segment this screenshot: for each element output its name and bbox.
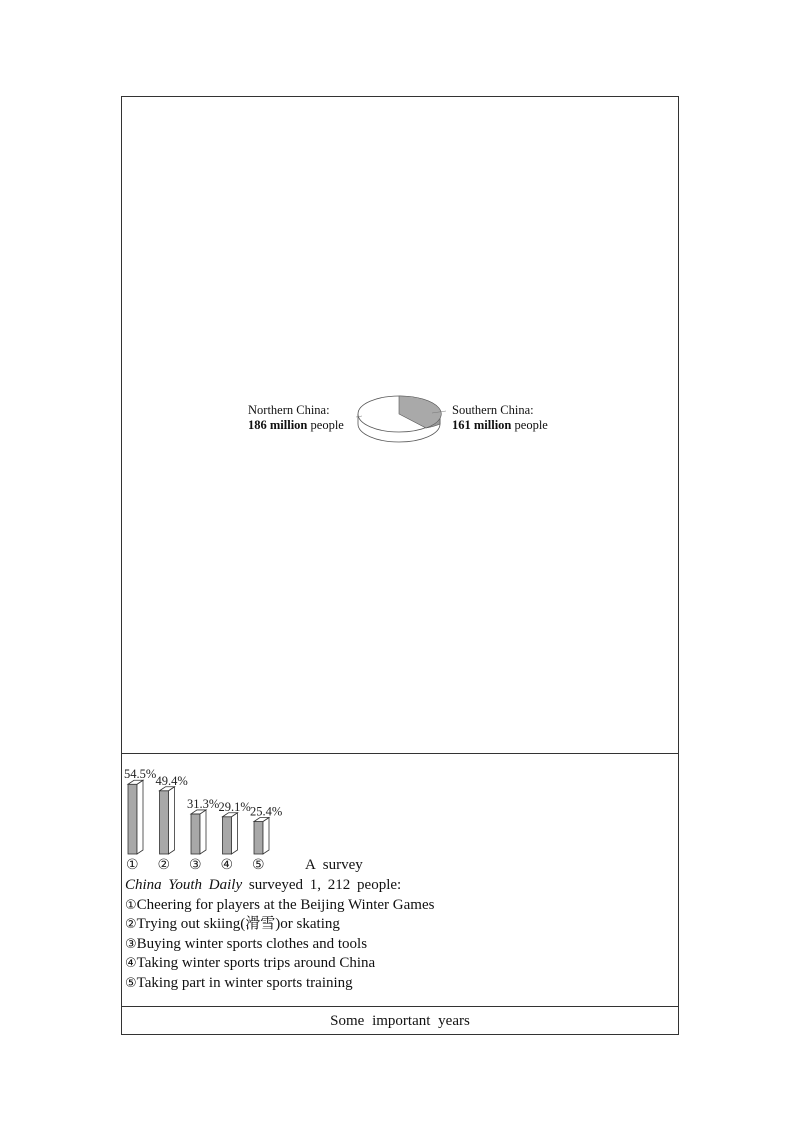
bar-value-label: 49.4% [155,773,188,788]
bar-value-label: 25.4% [250,804,283,819]
option-text: Cheering for players at the Beijing Winter Games [136,896,435,913]
option-text: Buying winter sports clothes and tools [136,935,368,952]
southern-china-unit: people [511,418,548,432]
pie-graphic [356,393,446,453]
bar-5 [254,817,269,854]
bar-4 [223,813,238,854]
option-text: Trying out skiing(滑雪)or skating [136,916,340,932]
bar-front [223,817,232,854]
bar-chart-svg [122,754,302,876]
southern-china-label [452,403,548,433]
survey-title: A survey [305,857,363,873]
bar-category-label: ⑤ [252,857,265,873]
newspaper-name: China Youth Daily [125,877,243,893]
bar-side [232,813,238,854]
southern-china-value: 161 million [452,418,512,432]
bar-front [160,791,169,854]
bar-3 [191,810,206,854]
bar-front [191,814,200,854]
survey-intro-rest: surveyed 1, 212 people: [242,877,402,893]
document-table [121,96,679,1035]
survey-text [125,876,434,993]
option-text: Taking part in winter sports training [136,974,353,991]
southern-china-title: Southern China: [452,403,534,417]
survey-intro [125,876,434,896]
bar-1 [128,780,143,854]
bar-category-label: ④ [220,857,234,873]
option-text: Taking winter sports trips around China [136,955,376,971]
survey-option-3 [125,935,434,955]
option-number: ⑤ [125,975,137,991]
bar-category-label: ③ [189,857,202,873]
years-cell [122,1007,678,1035]
important-years-title: Some important years [330,1013,470,1029]
pie-cell [122,97,678,754]
option-number: ③ [125,936,137,952]
northern-china-unit: people [307,418,344,432]
bar-side [137,780,143,854]
bar-2 [160,787,175,854]
bar-value-label: 31.3% [187,796,220,811]
survey-option-4 [125,954,434,974]
bar-front [128,784,137,854]
option-number: ④ [125,956,137,971]
survey-bar-chart [122,754,302,876]
option-number: ② [125,917,137,932]
option-number: ① [125,897,137,913]
bar-value-label: 54.5% [124,767,157,782]
bar-category-label: ① [126,857,139,873]
bar-front [254,821,263,854]
survey-cell [122,754,678,1007]
northern-china-label [248,403,344,433]
bar-side [263,817,269,854]
survey-option-5 [125,974,434,994]
survey-option-1 [125,896,434,916]
bar-value-label: 29.1% [218,799,251,814]
survey-option-2 [125,915,434,935]
northern-china-title: Northern China: [248,403,330,417]
northern-china-value: 186 million [248,418,308,432]
bar-side [200,810,206,854]
bar-category-label: ② [157,857,171,873]
pie-chart [242,393,562,463]
bar-side [169,787,175,854]
